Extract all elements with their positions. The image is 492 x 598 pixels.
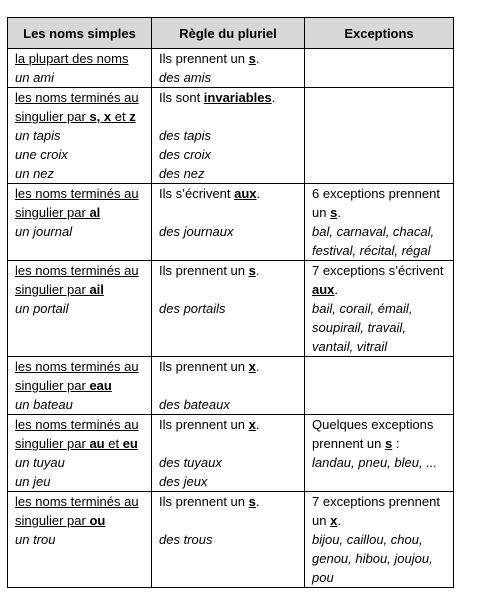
noun-example: un nez — [15, 166, 55, 181]
header-row — [8, 18, 454, 49]
noun-example: un ami — [15, 70, 55, 85]
noun-example: un jeu — [15, 474, 51, 489]
noun-category: les noms terminés au — [15, 359, 139, 374]
header-noms-simples: Les noms simples — [8, 18, 152, 49]
exceptions-cell — [305, 261, 454, 357]
plural-example: des croix — [159, 147, 212, 162]
rule-cell — [152, 184, 305, 261]
exception-text: 7 exceptions s’écrivent — [312, 263, 444, 278]
table-row — [8, 88, 454, 184]
noun-category-ending: singulier par ail — [15, 282, 104, 297]
table-row — [8, 415, 454, 492]
rule-text: Ils prennent un s. — [159, 51, 260, 66]
exception-list: pou — [312, 570, 334, 585]
noun-category: les noms terminés au — [15, 90, 139, 105]
exceptions-cell — [305, 184, 454, 261]
rule-text: Ils s’écrivent aux. — [159, 186, 261, 201]
rule-cell — [152, 357, 305, 415]
exception-list: soupirail, travail, — [312, 320, 406, 335]
plural-example: des trous — [159, 532, 213, 547]
exception-text: aux. — [312, 282, 339, 297]
exception-list: genou, hibou, joujou, — [312, 551, 433, 566]
noun-example: un bateau — [15, 397, 73, 412]
rule-cell — [152, 492, 305, 588]
table-row — [8, 492, 454, 588]
noun-example: un trou — [15, 532, 56, 547]
noun-cell — [8, 261, 152, 357]
plural-example: des tapis — [159, 128, 212, 143]
exception-text: un x. — [312, 513, 341, 528]
rule-text: Ils sont invariables. — [159, 90, 276, 105]
noun-category-ending: singulier par eau — [15, 378, 112, 393]
table-row — [8, 184, 454, 261]
exception-text: un s. — [312, 205, 341, 220]
exception-list: bijou, caillou, chou, — [312, 532, 423, 547]
table-row — [8, 49, 454, 88]
plural-example: des amis — [159, 70, 212, 85]
exceptions-cell — [305, 357, 454, 415]
noun-cell — [8, 357, 152, 415]
exceptions-cell — [305, 492, 454, 588]
noun-cell — [8, 415, 152, 492]
exception-list: vantail, vitrail — [312, 339, 388, 354]
rule-cell — [152, 415, 305, 492]
plural-example: des nez — [159, 166, 205, 181]
rule-text: Ils prennent un s. — [159, 494, 260, 509]
header-exceptions: Exceptions — [305, 18, 454, 49]
noun-category-ending: singulier par al — [15, 205, 101, 220]
rule-text: Ils prennent un s. — [159, 263, 260, 278]
noun-category: la plupart des noms — [15, 51, 129, 66]
exception-list: bail, corail, émail, — [312, 301, 413, 316]
exception-text: 7 exceptions prennent — [312, 494, 440, 509]
noun-example: un tapis — [15, 128, 61, 143]
rule-cell — [152, 88, 305, 184]
noun-cell — [8, 184, 152, 261]
rule-cell — [152, 261, 305, 357]
noun-example: une croix — [15, 147, 68, 162]
noun-cell — [8, 49, 152, 88]
plural-example: des jeux — [159, 474, 208, 489]
noun-cell — [8, 492, 152, 588]
table-row — [8, 261, 454, 357]
exception-text: prennent un s : — [312, 436, 400, 451]
plural-rules-table — [7, 17, 454, 588]
table-row — [8, 357, 454, 415]
rule-text: Ils prennent un x. — [159, 417, 260, 432]
exception-text: Quelques exceptions — [312, 417, 434, 432]
header-regle-du-pluriel: Règle du pluriel — [152, 18, 305, 49]
exception-list: festival, récital, régal — [312, 243, 431, 258]
noun-category: les noms terminés au — [15, 263, 139, 278]
noun-example: un tuyau — [15, 455, 65, 470]
noun-category: les noms terminés au — [15, 186, 139, 201]
noun-category: les noms terminés au — [15, 494, 139, 509]
plural-example: des portails — [159, 301, 226, 316]
noun-cell — [8, 88, 152, 184]
noun-category-ending: singulier par au et eu — [15, 436, 138, 451]
exception-list: bal, carnaval, chacal, — [312, 224, 435, 239]
noun-category: les noms terminés au — [15, 417, 139, 432]
noun-category-ending: singulier par s, x et z — [15, 109, 136, 124]
plural-example: des bateaux — [159, 397, 230, 412]
exception-list: landau, pneu, bleu, ... — [312, 455, 438, 470]
rule-text: Ils prennent un x. — [159, 359, 260, 374]
exceptions-cell — [305, 88, 454, 184]
plural-example: des tuyaux — [159, 455, 222, 470]
rule-cell — [152, 49, 305, 88]
noun-example: un portail — [15, 301, 69, 316]
exception-text: 6 exceptions prennent — [312, 186, 440, 201]
plural-example: des journaux — [159, 224, 234, 239]
noun-example: un journal — [15, 224, 73, 239]
exceptions-cell — [305, 415, 454, 492]
exceptions-cell — [305, 49, 454, 88]
noun-category-ending: singulier par ou — [15, 513, 106, 528]
